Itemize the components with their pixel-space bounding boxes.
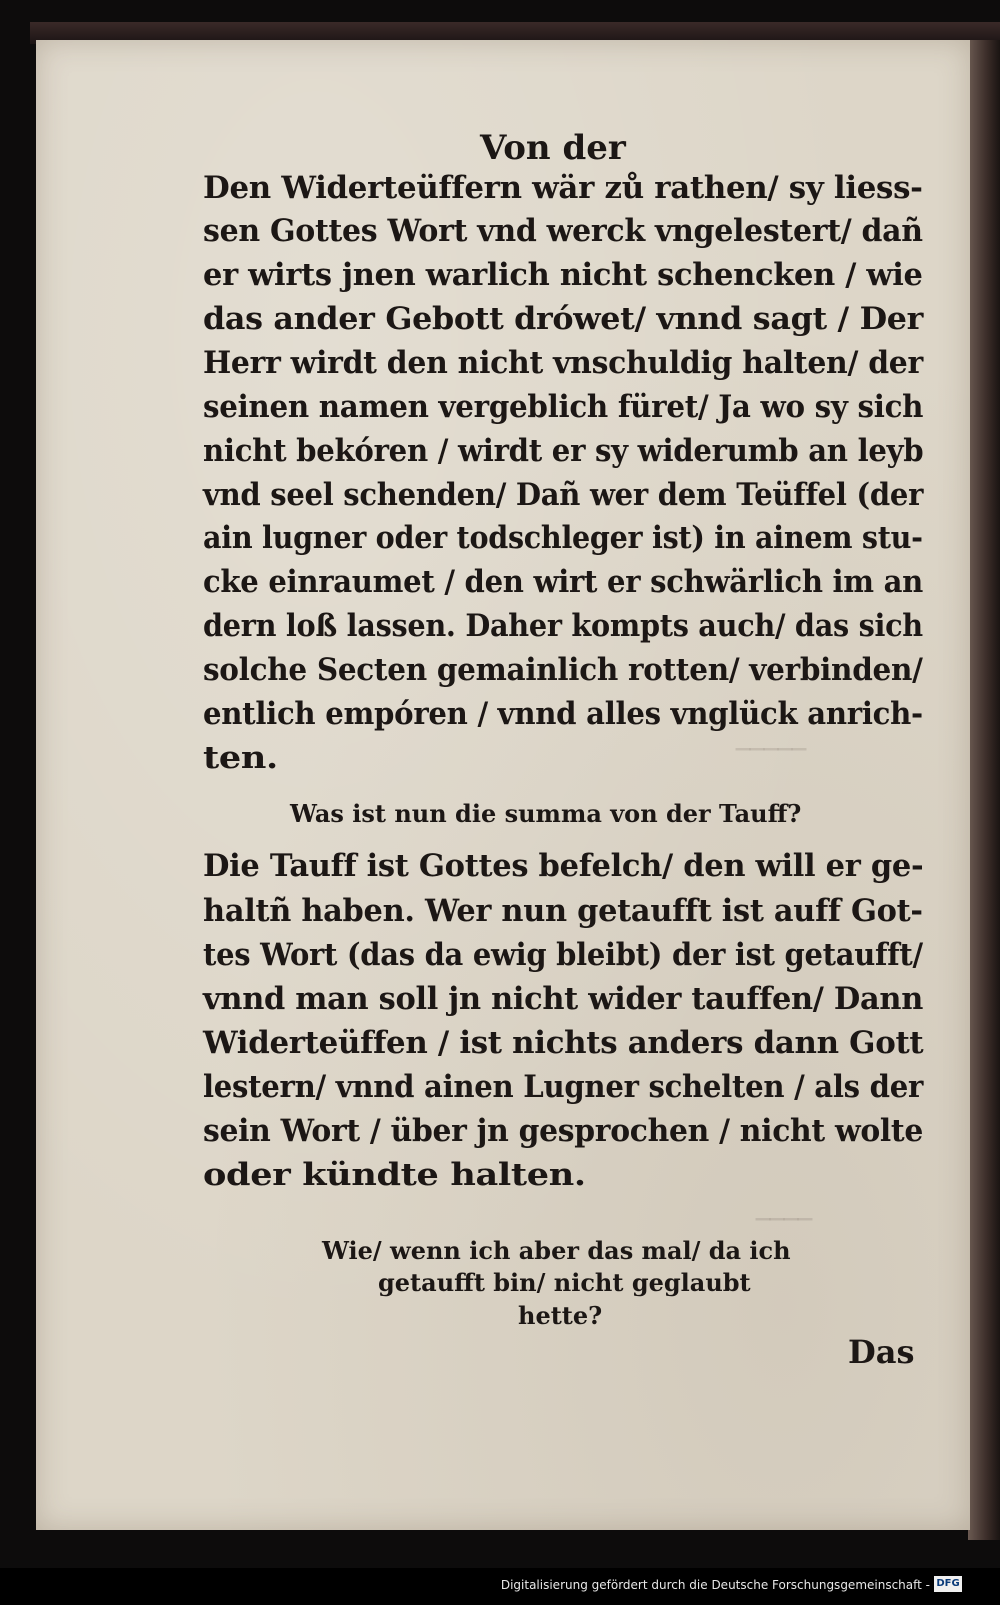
- body-line: tes Wort (das da ewig bleibt) der ist getaufft/: [203, 937, 923, 973]
- dfg-logo: DFG: [934, 1576, 962, 1592]
- body-line: vnnd man soll jn nicht wider tauffen/ Dann: [203, 981, 924, 1017]
- body-line: seinen namen vergeblich füret/ Ja wo sy sich: [203, 389, 924, 425]
- show-through-text: ⎯⎯⎯⎯⎯: [736, 730, 807, 763]
- body-line: das ander Gebott drówet/ vnnd sagt / Der: [203, 301, 924, 337]
- section-question-line: Wie/ wenn ich aber das mal/ da ich: [322, 1236, 791, 1265]
- section-question-line: hette?: [518, 1301, 603, 1330]
- body-line: sen Gottes Wort vnd werck vngelestert/ dañ: [203, 213, 923, 249]
- body-line: dern loß lassen. Daher kompts auch/ das sich: [203, 608, 923, 644]
- book-fore-edge: [968, 40, 1000, 1540]
- body-line: solche Secten gemainlich rotten/ verbinden/: [203, 652, 923, 688]
- body-line: entlich empóren / vnnd alles vnglück anrich-: [203, 696, 923, 732]
- body-line: Die Tauff ist Gottes befelch/ den will er ge-: [203, 848, 924, 884]
- footer-credit: Digitalisierung gefördert durch die Deutsche Forschungsgemeinschaft -: [500, 1578, 930, 1592]
- body-line: ain lugner oder todschleger ist) in ainem stu-: [203, 520, 923, 556]
- section-question-line: getaufft bin/ nicht geglaubt: [378, 1268, 751, 1297]
- body-line: Den Widerteüffern wär zů rathen/ sy liess-: [203, 170, 923, 206]
- body-line: Herr wirdt den nicht vnschuldig halten/ der: [203, 345, 923, 381]
- running-header: Von der: [480, 128, 626, 168]
- body-line: cke einraumet / den wirt er schwärlich im an: [203, 564, 924, 600]
- body-line: er wirts jnen warlich nicht schencken / wie: [203, 257, 923, 293]
- body-line: Widerteüffen / ist nichts anders dann Gott: [203, 1025, 924, 1061]
- body-line: vnd seel schenden/ Dañ wer dem Teüffel (der: [203, 477, 924, 513]
- body-line: ten.: [203, 740, 278, 776]
- body-line: haltñ haben. Wer nun getaufft ist auff Got-: [203, 893, 923, 929]
- catchword: Das: [848, 1333, 915, 1371]
- body-line: nicht bekóren / wirdt er sy widerumb an leyb: [203, 433, 924, 469]
- show-through-text: ⎯⎯⎯⎯: [756, 1200, 813, 1233]
- body-line: lestern/ vnnd ainen Lugner schelten / als der: [203, 1069, 924, 1105]
- body-line: sein Wort / über jn gesprochen / nicht wolte: [203, 1113, 924, 1149]
- section-question: Was ist nun die summa von der Tauff?: [290, 799, 802, 828]
- body-line: oder kündte halten.: [203, 1157, 586, 1193]
